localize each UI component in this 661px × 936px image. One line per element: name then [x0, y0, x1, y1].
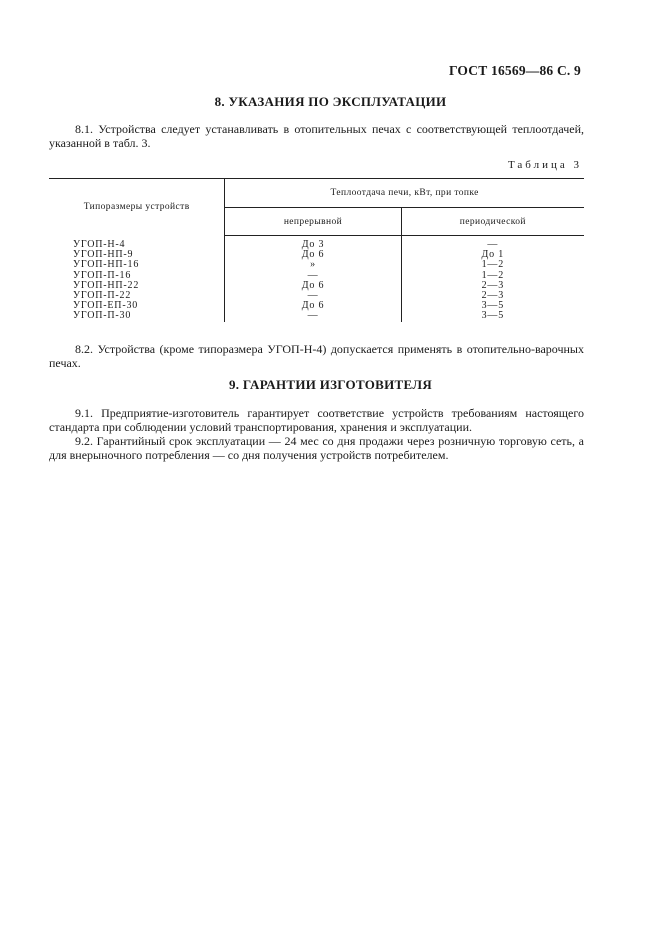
- heat-output-table: [49, 178, 584, 322]
- row-periodic: 3—5: [481, 300, 505, 312]
- header-periodic: периодической: [401, 208, 584, 236]
- table-row: [49, 236, 584, 251]
- paragraph-8-1: [49, 122, 584, 150]
- row-continuous: —: [225, 271, 401, 281]
- row-continuous: До 6: [225, 301, 401, 311]
- table-caption: Таблица 3: [507, 159, 582, 171]
- table-row: [49, 311, 584, 321]
- paragraph-8-1-text: 8.1. Устройства следует устанавливать в отопительных печах с соответствующей теплоотдачей, указанной в табл. 3.: [49, 122, 584, 150]
- header-heat: Теплоотдача печи, кВт, при топке: [225, 179, 584, 208]
- row-periodic: —: [487, 239, 499, 250]
- row-periodic: 3—5: [481, 310, 505, 322]
- paragraph-9-2-text: 9.2. Гарантийный срок эксплуатации — 24 мес со дня продажи через розничную торговую сеть, а для внерыночного потребления — со дня получения устройств потребителем.: [49, 434, 584, 462]
- row-size: УГОП-Н-4: [49, 236, 225, 251]
- row-size: УГОП-ЕП-30: [49, 301, 225, 311]
- paragraph-8-2-text: 8.2. Устройства (кроме типоразмера УГОП-Н-4) допускается применять в отопительно-варочных печах.: [49, 342, 584, 370]
- row-periodic: 2—3: [481, 279, 505, 291]
- paragraph-8-2: [49, 342, 584, 370]
- row-continuous: —: [225, 311, 401, 321]
- paragraph-9-1-text: 9.1. Предприятие-изготовитель гарантирует соответствие устройств требованиям настоящего стандарта при соблюдении условий транспортирования, хранения и эксплуатации.: [49, 406, 584, 434]
- section-9-heading: 9. ГАРАНТИИ ИЗГОТОВИТЕЛЯ: [228, 377, 433, 392]
- row-periodic: 2—3: [481, 290, 505, 302]
- row-size: УГОП-НП-16: [49, 260, 225, 270]
- row-continuous: До 3: [225, 236, 401, 251]
- page-header: ГОСТ 16569—86 С. 9: [448, 63, 581, 78]
- row-size: УГОП-НП-22: [49, 281, 225, 291]
- row-continuous: »: [225, 260, 401, 270]
- row-periodic: 1—2: [481, 269, 505, 281]
- row-size: УГОП-НП-9: [49, 250, 225, 260]
- row-periodic: До 1: [481, 249, 505, 261]
- row-continuous: До 6: [225, 250, 401, 260]
- section-8-heading: 8. УКАЗАНИЯ ПО ЭКСПЛУАТАЦИИ: [214, 94, 447, 109]
- header-continuous: непрерывной: [225, 208, 401, 236]
- row-size: УГОП-П-22: [49, 291, 225, 301]
- header-size: Типоразмеры устройств: [49, 179, 225, 236]
- row-size: УГОП-П-30: [49, 311, 225, 321]
- row-continuous: До 6: [225, 281, 401, 291]
- row-periodic: 1—2: [481, 259, 505, 271]
- section-9-body: [49, 406, 584, 462]
- row-continuous: —: [225, 291, 401, 301]
- row-size: УГОП-П-16: [49, 271, 225, 281]
